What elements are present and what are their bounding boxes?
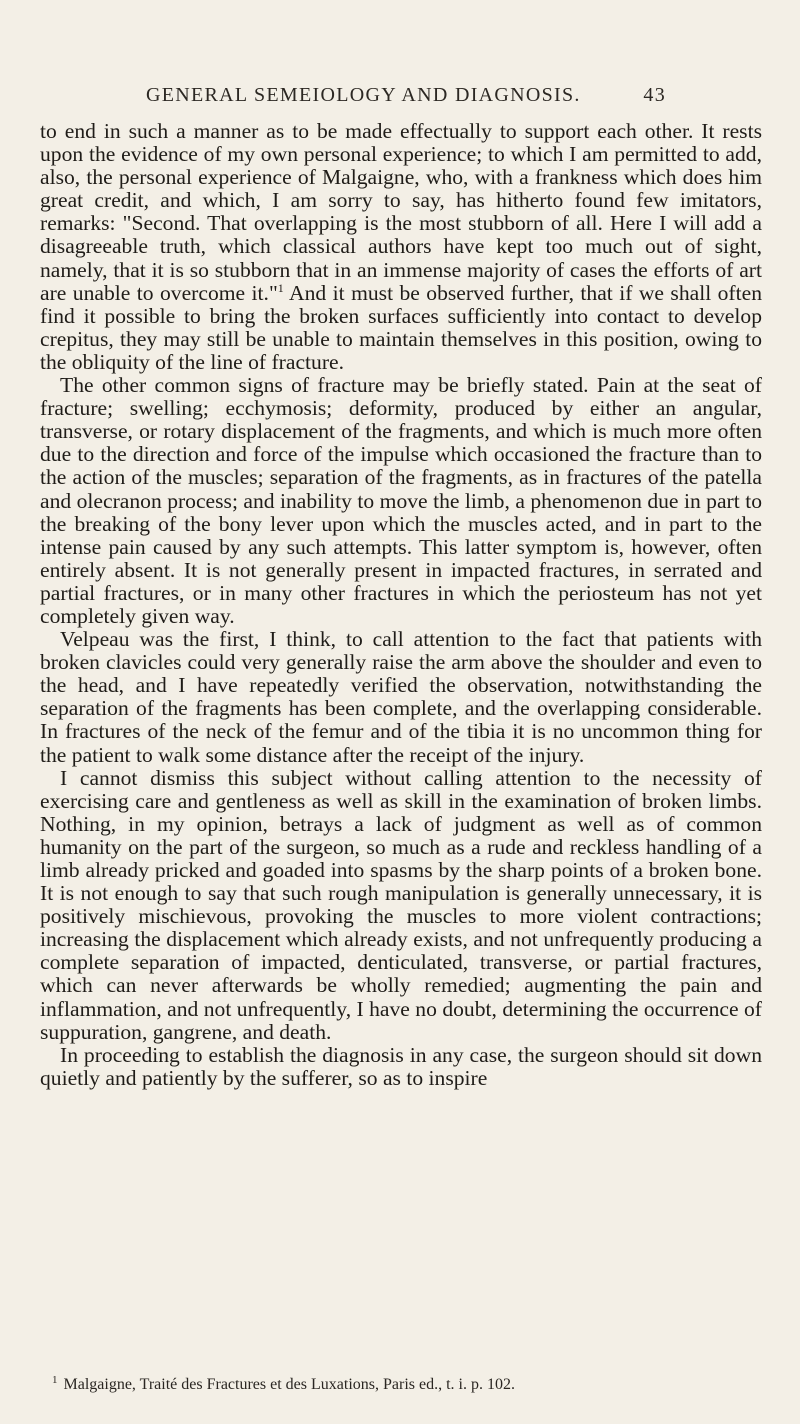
paragraph-2: The other common signs of fracture may be briefly stated. Pain at the seat of fracture; swelling; ecchymosis; deformity, produced by either an angular, transverse, or rotary displacement of the fragments, and which is much more often due to the direction and force of the impulse which occasioned the fracture than to the action of the muscles; separation of the fragments, as in fractures of the patella and olecranon process; and inability to move the limb, a phenomenon due in part to the breaking of the bony lever upon which the muscles acted, and in part to the intense pain caused by any such attempts. This latter symptom is, however, often entirely absent. It is not generally present in impacted fractures, in serrated and partial fractures, or in many other fractures in which the periosteum has not yet completely given way. (40, 373, 762, 628)
paragraph-1-continuation: And it must be observed further, that if we shall often find it possible to bring the broken surfaces sufficiently into contact to develop crepitus, they may still be unable to maintain themselves in this position, owing to the obliquity of the line of fracture. (40, 280, 763, 374)
footnote-text: Malgaigne, Traité des Fractures et des Luxations, Paris ed., t. i. p. 102. (63, 1376, 515, 1393)
footnote (52, 1375, 762, 1395)
paragraph-1 (40, 120, 762, 374)
paragraph-3: Velpeau was the first, I think, to call attention to the fact that patients with broken clavicles could very generally raise the arm above the shoulder and even to the head, and I have repeatedly verified the observation, notwithstanding the separation of the fragments has been complete, and the overlapping considerable. In fractures of the neck of the femur and of the tibia it is no uncommon thing for the patient to walk some distance after the receipt of the injury. (40, 627, 762, 767)
paragraph-4: I cannot dismiss this subject without calling attention to the necessity of exercising care and gentleness as well as skill in the examination of broken limbs. Nothing, in my opinion, betrays a lack of judgment as well as of common humanity on the part of the surgeon, so much as a rude and reckless handling of a limb already pricked and goaded into spasms by the sharp points of a broken bone. It is not enough to say that such rough manipulation is generally unnecessary, it is positively mischievous, provoking the muscles to more violent contractions; increasing the displacement which already exists, and not unfrequently producing a complete separation of impacted, denticulated, transverse, or partial fractures, which can never afterwards be wholly remedied; augmenting the pain and inflammation, and not unfrequently, I have no doubt, determining the occurrence of suppuration, gangrene, and death. (40, 765, 762, 1044)
running-head (146, 84, 666, 108)
footnote-reference: 1 (277, 280, 284, 295)
running-title: GENERAL SEMEIOLOGY AND DIAGNOSIS. (146, 84, 581, 106)
footnote-mark: 1 (52, 1373, 58, 1386)
paragraph-5: In proceeding to establish the diagnosis in any case, the surgeon should sit down quietly and patiently by the sufferer, so as to inspire (40, 1042, 762, 1090)
page-number: 43 (643, 84, 666, 106)
paragraph-1-text: to end in such a manner as to be made effectually to support each other. It rests upon the evidence of my own personal experience; to which I am permitted to add, also, the personal experience of Malgaigne, who, with a frankness which does him great credit, and which, I am sorry to say, has hitherto found few imitators, remarks: "Second. That overlapping is the most stubborn of all. Here I will add a disagreeable truth, which classical authors have kept too much out of sight, namely, that it is so stubborn that in an immense majority of cases the efforts of art are unable to overcome it." (40, 119, 762, 305)
body-text (40, 120, 762, 1090)
